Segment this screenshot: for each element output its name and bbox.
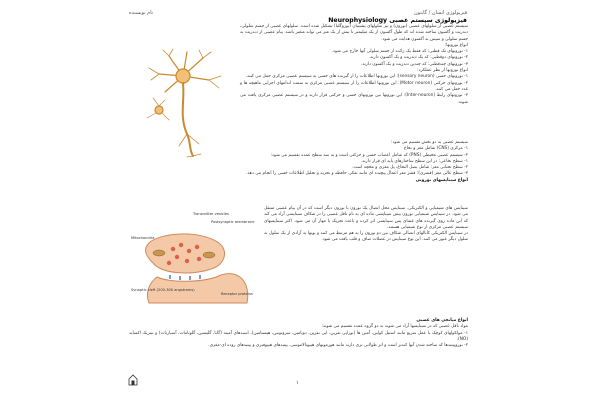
paragraph: سیناپس های شیمیایی و الکتریکی. سیناپس محل اتصال یک نورون با نورون دیگر است که در آن پیام عصبی منتقل می شود. در سیناپس شیمیایی نورون پیش سیناپسی ماده ای به نام ناقل عصبی را در شکاف سیناپسی آزاد می کند که این ماده روی گیرنده های غشای پس سیناپسی اثر کرده و باعث تحریک یا مهار آن می شود. اکثر سیناپسهای سیستم عصبی مرکزی از نوع شیمیایی هستند. (264, 206, 468, 230)
paragraph: در سیناپس الکتریکی کانالهای اتصالی شکاف بین دو نورون را به هم مرتبط می کنند و یونها به آزادی از یک سلول به سلول دیگر عبور می کنند. این نوع سیناپس در عضلات صاف و قلب یافت می شود. (264, 231, 468, 243)
label-postsynaptic-membrane: Postsynaptic membrane (211, 220, 255, 224)
paragraph: سیستم عصبی به دو بخش تقسیم می شود: (391, 140, 468, 145)
page-number: ۱ (296, 380, 299, 386)
publisher-logo-icon (128, 374, 138, 386)
page-title: Neurophysiology فیزیولوژی سیستم عصبی (328, 17, 467, 24)
paragraph: انواع نورونها از نظر عملکرد: (417, 68, 468, 74)
text-column-synapse (264, 206, 468, 244)
header-right: فیزیولوژی انسان / گایتون (413, 10, 467, 16)
paragraph: ۲- نورونهای دوقطبی: که یک دندریت و یک آکسون دارند. (368, 55, 468, 61)
paragraph: ۲- نوروپپتیدها که ساخته شدن آنها کندتر است و اثر طولانی تری دارند مانند هورمونهای هیپوتالاموسی، پپتیدهای هیپوفیزی و پپتیدهای روده ای-مغزی. (208, 343, 468, 349)
paragraph: ۲- سطح تحتانی مغز: شامل بصل النخاع، پل مغزی و مخچه است. (352, 165, 468, 171)
section-heading-synapse: انواع سیناپسهای نورونی (415, 177, 468, 183)
paragraph: ۳- نورونهای رابط (Inter-neuron): این نورونها بین نورونهای حسی و حرکتی قرار دارند و در سیستم عصبی مرکزی یافت می شوند. (240, 93, 468, 105)
label-receptor-proteins: Receptor proteins (221, 292, 253, 296)
paragraph: ۳- نورونهای چندقطبی: که چندین دندریت و یک آکسون دارند. (360, 61, 468, 67)
label-mitochondria: Mitochondria (131, 236, 155, 240)
paragraph: ۱- مولکولهای کوچک با عمل سریع مانند استیل کولین، آمین ها (نوراپی نفرین، اپی نفرین، دوپامین، سروتونین، هیستامین)، اسیدهای آمینه (گابا، گلیسین، گلوتامات، آسپارتات) و نیتریک اکساید (NO). (129, 330, 468, 342)
paragraph: ۱- نورونهای حسی (sensory neuron): این نورونها اطلاعات را از گیرنده های حسی به سیستم عصبی مرکزی حمل می کنند. (245, 74, 468, 80)
label-transmitter-vesicles: Transmitter vesicles (193, 212, 229, 216)
paragraph: ۱- مرکزی (CNS) شامل مغز و نخاع (404, 146, 468, 152)
paragraph: انواع نورونها: (444, 42, 468, 48)
paragraph: سیستم عصبی از سلولهای عصبی (نورون) و نیز سلولهای پشتیبان (نوروگلیا) تشکیل شده است. سلولهای عصبی از جسم سلولی، دندریت و آکسون ساخته شده اند که طول آکسون از یک میلیمتر تا بیش از یک متر می تواند متغیر باشد. پیام عصبی از دندریت به جسم سلولی و سپس به آکسون هدایت می شود. (240, 24, 468, 42)
header-left: نام نویسنده (129, 10, 154, 16)
paragraph: ۲- نورونهای حرکتی (Motor neuron): این نورونها اطلاعات را از سیستم عصبی مرکزی به سمت اندامهای اجرایی ماهیچه ها و غدد حمل می کنند. (240, 80, 468, 92)
synapse-figure (129, 203, 261, 315)
receptor-proteins-shapes (169, 275, 201, 280)
text-column-top (240, 24, 468, 106)
paragraph: ۱- سطح نخاعی: در این سطح ساختارهای پایه ای قرار دارند. (360, 158, 468, 164)
paragraph: مواد ناقل عصبی که در سیناپسها آزاد می شوند به دو گروه عمده تقسیم می شوند: (321, 324, 468, 330)
text-column-middle (129, 140, 468, 184)
paragraph: ۲- سیستم عصبی محیطی (PNS) که شامل اعصاب حسی و حرکتی است و به سه سطح عمده تقسیم می شود: (270, 152, 468, 158)
label-synaptic-cleft: Synaptic cleft (200-300 angstroms) (131, 288, 195, 292)
section-heading-transmitters: انواع میانجی های عصبی (416, 318, 468, 323)
paragraph: ۱- نورونهای تک قطبی: که فقط یک زائده از جسم سلولی آنها خارج می شود. (331, 49, 468, 55)
paragraph: ۳- سطح عالی مغز (قشری): قشر مغز اعمال پیچیده ای مانند تفکر، حافظه و تجزیه و تحلیل اطلاعات حسی را انجام می دهد. (246, 171, 468, 177)
text-column-bottom (129, 318, 468, 349)
